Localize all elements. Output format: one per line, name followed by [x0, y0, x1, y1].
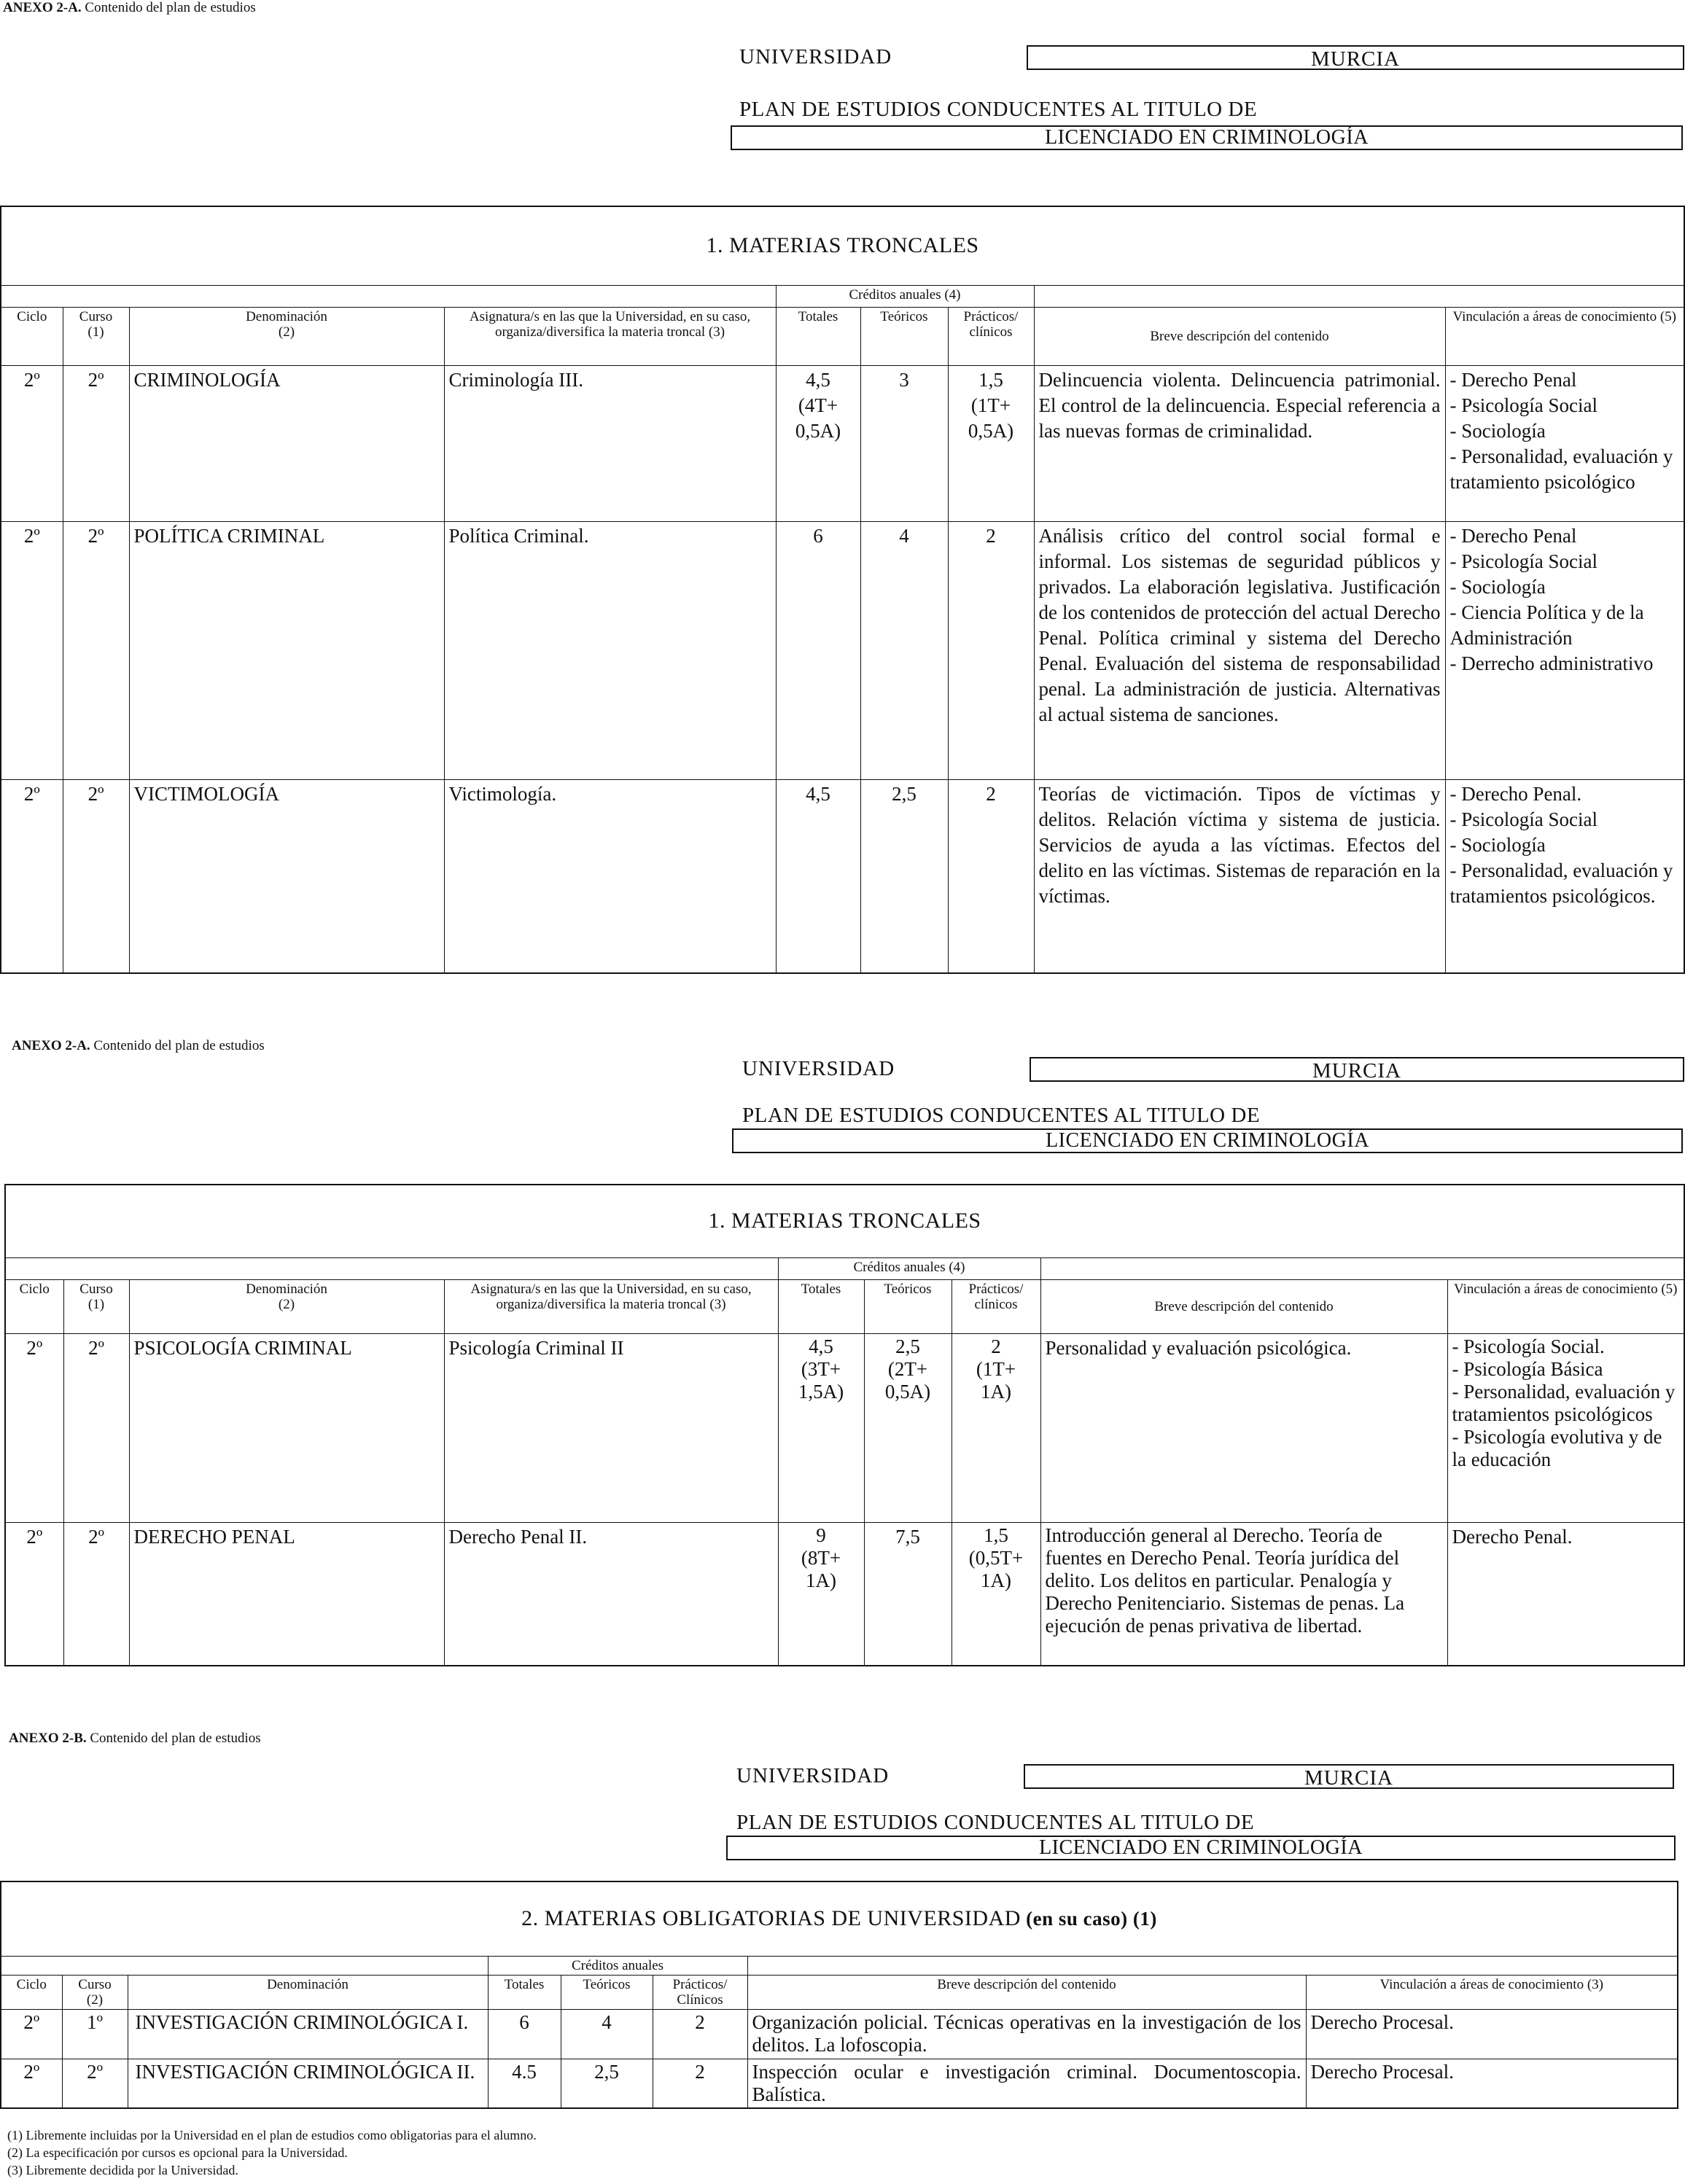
descripcion-cell: Análisis crítico del control social formal e informal. Los sistemas de seguridad públicos y privados. La elaboración legislativa. Justificación de los contenidos de protección del actual Derecho Penal. Política criminal y sistema del Derecho Penal. Evaluación del sistema de responsabilidad penal. La administración de justicia. Alternativas al actual sistema de sanciones. — [1034, 521, 1445, 779]
totales-cell: 9 (8T+ 1A) — [778, 1522, 864, 1666]
teoricos-cell: 2,5 — [561, 2059, 653, 2108]
teoricos-header: Teóricos — [864, 1279, 952, 1333]
table-row — [5, 1522, 1684, 1666]
ciclo-header: Ciclo — [1, 307, 63, 365]
teoricos-cell: 7,5 — [864, 1522, 952, 1666]
universidad-value: MURCIA — [1030, 1057, 1684, 1082]
teoricos-cell: 4 — [561, 2009, 653, 2059]
ciclo-header: Ciclo — [1, 1975, 62, 2009]
annex-label: ANEXO 2-A. Contenido del plan de estudios — [3, 0, 256, 15]
annex-label: ANEXO 2-A. Contenido del plan de estudios — [12, 1038, 265, 1053]
curso-cell: 1º — [62, 2009, 128, 2059]
teoricos-cell: 4 — [860, 521, 948, 779]
degree-title: LICENCIADO EN CRIMINOLOGÍA — [731, 125, 1683, 150]
universidad-label: UNIVERSIDAD — [739, 45, 892, 69]
asignatura-cell: Victimología. — [444, 779, 776, 973]
asignatura-cell: Criminología III. — [444, 365, 776, 521]
teoricos-cell: 2,5 (2T+ 0,5A) — [864, 1334, 952, 1523]
practicos-header: Prácticos/ clínicos — [948, 307, 1034, 365]
table-row — [1, 779, 1684, 973]
creditos-header: Créditos anuales (4) — [778, 1257, 1040, 1279]
teoricos-header: Teóricos — [860, 307, 948, 365]
denominacion-cell: VICTIMOLOGÍA — [129, 779, 444, 973]
practicos-cell: 1,5 (0,5T+ 1A) — [952, 1522, 1040, 1666]
vinculacion-cell: - Derecho Penal - Psicología Social - Sociología - Ciencia Política y de la Administración - Derrecho administrativo — [1445, 521, 1684, 779]
plan-label: PLAN DE ESTUDIOS CONDUCENTES AL TITULO DE — [736, 1811, 1255, 1834]
practicos-cell: 2 — [948, 779, 1034, 973]
creditos-header: Créditos anuales (4) — [776, 285, 1034, 307]
universidad-label: UNIVERSIDAD — [736, 1764, 890, 1787]
curso-cell: 2º — [63, 365, 129, 521]
practicos-cell: 2 — [653, 2059, 747, 2108]
descripcion-header: Breve descripción del contenido — [747, 1975, 1306, 2009]
section-title: 1. MATERIAS TRONCALES — [5, 1185, 1684, 1257]
vinculacion-cell: Derecho Procesal. — [1306, 2059, 1678, 2108]
vinculacion-cell: Derecho Penal. — [1447, 1522, 1684, 1666]
descripcion-cell: Delincuencia violenta. Delincuencia patrimonial. El control de la delincuencia. Especial referencia a las nuevas formas de criminalidad. — [1034, 365, 1445, 521]
plan-label: PLAN DE ESTUDIOS CONDUCENTES AL TITULO DE — [742, 1104, 1261, 1127]
totales-cell: 4,5 (4T+ 0,5A) — [776, 365, 860, 521]
practicos-cell: 2 — [653, 2009, 747, 2059]
ciclo-cell: 2º — [1, 365, 63, 521]
table-row — [1, 521, 1684, 779]
ciclo-cell: 2º — [5, 1334, 63, 1523]
asignatura-cell: Psicología Criminal II — [444, 1334, 778, 1523]
teoricos-header: Teóricos — [561, 1975, 653, 2009]
degree-title: LICENCIADO EN CRIMINOLOGÍA — [732, 1128, 1683, 1153]
denominacion-header: Denominación (2) — [129, 1279, 444, 1333]
practicos-header: Prácticos/ clínicos — [952, 1279, 1040, 1333]
descripcion-header: Breve descripción del contenido — [1034, 307, 1445, 365]
creditos-header: Créditos anuales — [488, 1956, 747, 1975]
curso-cell: 2º — [63, 1522, 129, 1666]
curso-cell: 2º — [63, 521, 129, 779]
totales-cell: 4.5 — [488, 2059, 561, 2108]
vinculacion-cell: - Derecho Penal - Psicología Social - Sociología - Personalidad, evaluación y tratamiento psicológico — [1445, 365, 1684, 521]
materias-troncales-table — [0, 206, 1685, 974]
footnote: (1) Libremente incluidas por la Universidad en el plan de estudios como obligatorias para el alumno. — [7, 2128, 537, 2142]
totales-cell: 4,5 — [776, 779, 860, 973]
vinculacion-header: Vinculación a áreas de conocimiento (3) — [1306, 1975, 1678, 2009]
totales-cell: 6 — [776, 521, 860, 779]
denominacion-cell: POLÍTICA CRIMINAL — [129, 521, 444, 779]
ciclo-cell: 2º — [1, 2059, 62, 2108]
footnote: (3) Libremente decidida por la Universidad. — [7, 2163, 238, 2177]
descripcion-cell: Inspección ocular e investigación criminal. Documentoscopia. Balística. — [747, 2059, 1306, 2108]
curso-cell: 2º — [63, 1334, 129, 1523]
materias-obligatorias-table — [0, 1881, 1678, 2109]
ciclo-cell: 2º — [1, 779, 63, 973]
curso-header: Curso (1) — [63, 1279, 129, 1333]
denominacion-cell: DERECHO PENAL — [129, 1522, 444, 1666]
practicos-cell: 1,5 (1T+ 0,5A) — [948, 365, 1034, 521]
teoricos-cell: 2,5 — [860, 779, 948, 973]
teoricos-cell: 3 — [860, 365, 948, 521]
materias-troncales-table — [4, 1184, 1685, 1666]
vinculacion-cell: Derecho Procesal. — [1306, 2009, 1678, 2059]
asignatura-cell: Derecho Penal II. — [444, 1522, 778, 1666]
asignatura-cell: Política Criminal. — [444, 521, 776, 779]
descripcion-cell: Personalidad y evaluación psicológica. — [1040, 1334, 1447, 1523]
annex-label: ANEXO 2-B. Contenido del plan de estudios — [9, 1731, 261, 1746]
practicos-cell: 2 — [948, 521, 1034, 779]
curso-header: Curso (1) — [63, 307, 129, 365]
descripcion-cell: Organización policial. Técnicas operativas en la investigación de los delitos. La lofoscopia. — [747, 2009, 1306, 2059]
table-row — [5, 1334, 1684, 1523]
practicos-cell: 2 (1T+ 1A) — [952, 1334, 1040, 1523]
curso-header: Curso (2) — [62, 1975, 128, 2009]
plan-label: PLAN DE ESTUDIOS CONDUCENTES AL TITULO DE — [739, 98, 1258, 121]
totales-cell: 6 — [488, 2009, 561, 2059]
descripcion-cell: Introducción general al Derecho. Teoría de fuentes en Derecho Penal. Teoría jurídica del delito. Los delitos en particular. Penalogía y Derecho Penitenciario. Sistemas de penas. La ejecución de penas privativa de libertad. — [1040, 1522, 1447, 1666]
totales-header: Totales — [488, 1975, 561, 2009]
universidad-label: UNIVERSIDAD — [742, 1057, 895, 1080]
curso-cell: 2º — [62, 2059, 128, 2108]
vinculacion-header: Vinculación a áreas de conocimiento (5) — [1447, 1279, 1684, 1333]
degree-title: LICENCIADO EN CRIMINOLOGÍA — [726, 1836, 1676, 1860]
table-row — [1, 365, 1684, 521]
denominacion-cell: CRIMINOLOGÍA — [129, 365, 444, 521]
ciclo-cell: 2º — [1, 521, 63, 779]
universidad-value: MURCIA — [1024, 1764, 1674, 1789]
descripcion-cell: Teorías de victimación. Tipos de víctimas y delitos. Relación víctima y sistema de justicia. Servicios de ayuda a las víctimas. Efectos del delito en las víctimas. Sistemas de reparación en la víctimas. — [1034, 779, 1445, 973]
denominacion-header: Denominación — [128, 1975, 488, 2009]
practicos-header: Prácticos/ Clínicos — [653, 1975, 747, 2009]
asignaturas-header: Asignatura/s en las que la Universidad, en su caso, organiza/diversifica la materia troncal (3) — [444, 1279, 778, 1333]
table-row — [1, 2059, 1678, 2108]
denominacion-header: Denominación (2) — [129, 307, 444, 365]
ciclo-cell: 2º — [5, 1522, 63, 1666]
section-title: 1. MATERIAS TRONCALES — [1, 206, 1684, 285]
vinculacion-cell: - Derecho Penal. - Psicología Social - Sociología - Personalidad, evaluación y tratamientos psicológicos. — [1445, 779, 1684, 973]
denominacion-cell: PSICOLOGÍA CRIMINAL — [129, 1334, 444, 1523]
totales-header: Totales — [778, 1279, 864, 1333]
denominacion-cell: INVESTIGACIÓN CRIMINOLÓGICA II. — [128, 2059, 488, 2108]
footnote: (2) La especificación por cursos es opcional para la Universidad. — [7, 2145, 348, 2160]
ciclo-header: Ciclo — [5, 1279, 63, 1333]
denominacion-cell: INVESTIGACIÓN CRIMINOLÓGICA I. — [128, 2009, 488, 2059]
section-title: 2. MATERIAS OBLIGATORIAS DE UNIVERSIDAD (en su caso) (1) — [1, 1881, 1678, 1956]
universidad-value: MURCIA — [1027, 45, 1684, 70]
asignaturas-header: Asignatura/s en las que la Universidad, en su caso, organiza/diversifica la materia troncal (3) — [444, 307, 776, 365]
ciclo-cell: 2º — [1, 2009, 62, 2059]
curso-cell: 2º — [63, 779, 129, 973]
descripcion-header: Breve descripción del contenido — [1040, 1279, 1447, 1333]
totales-cell: 4,5 (3T+ 1,5A) — [778, 1334, 864, 1523]
vinculacion-header: Vinculación a áreas de conocimiento (5) — [1445, 307, 1684, 365]
vinculacion-cell: - Psicología Social. - Psicología Básica - Personalidad, evaluación y tratamientos psicológicos - Psicología evolutiva y de la educación — [1447, 1334, 1684, 1523]
totales-header: Totales — [776, 307, 860, 365]
table-row — [1, 2009, 1678, 2059]
